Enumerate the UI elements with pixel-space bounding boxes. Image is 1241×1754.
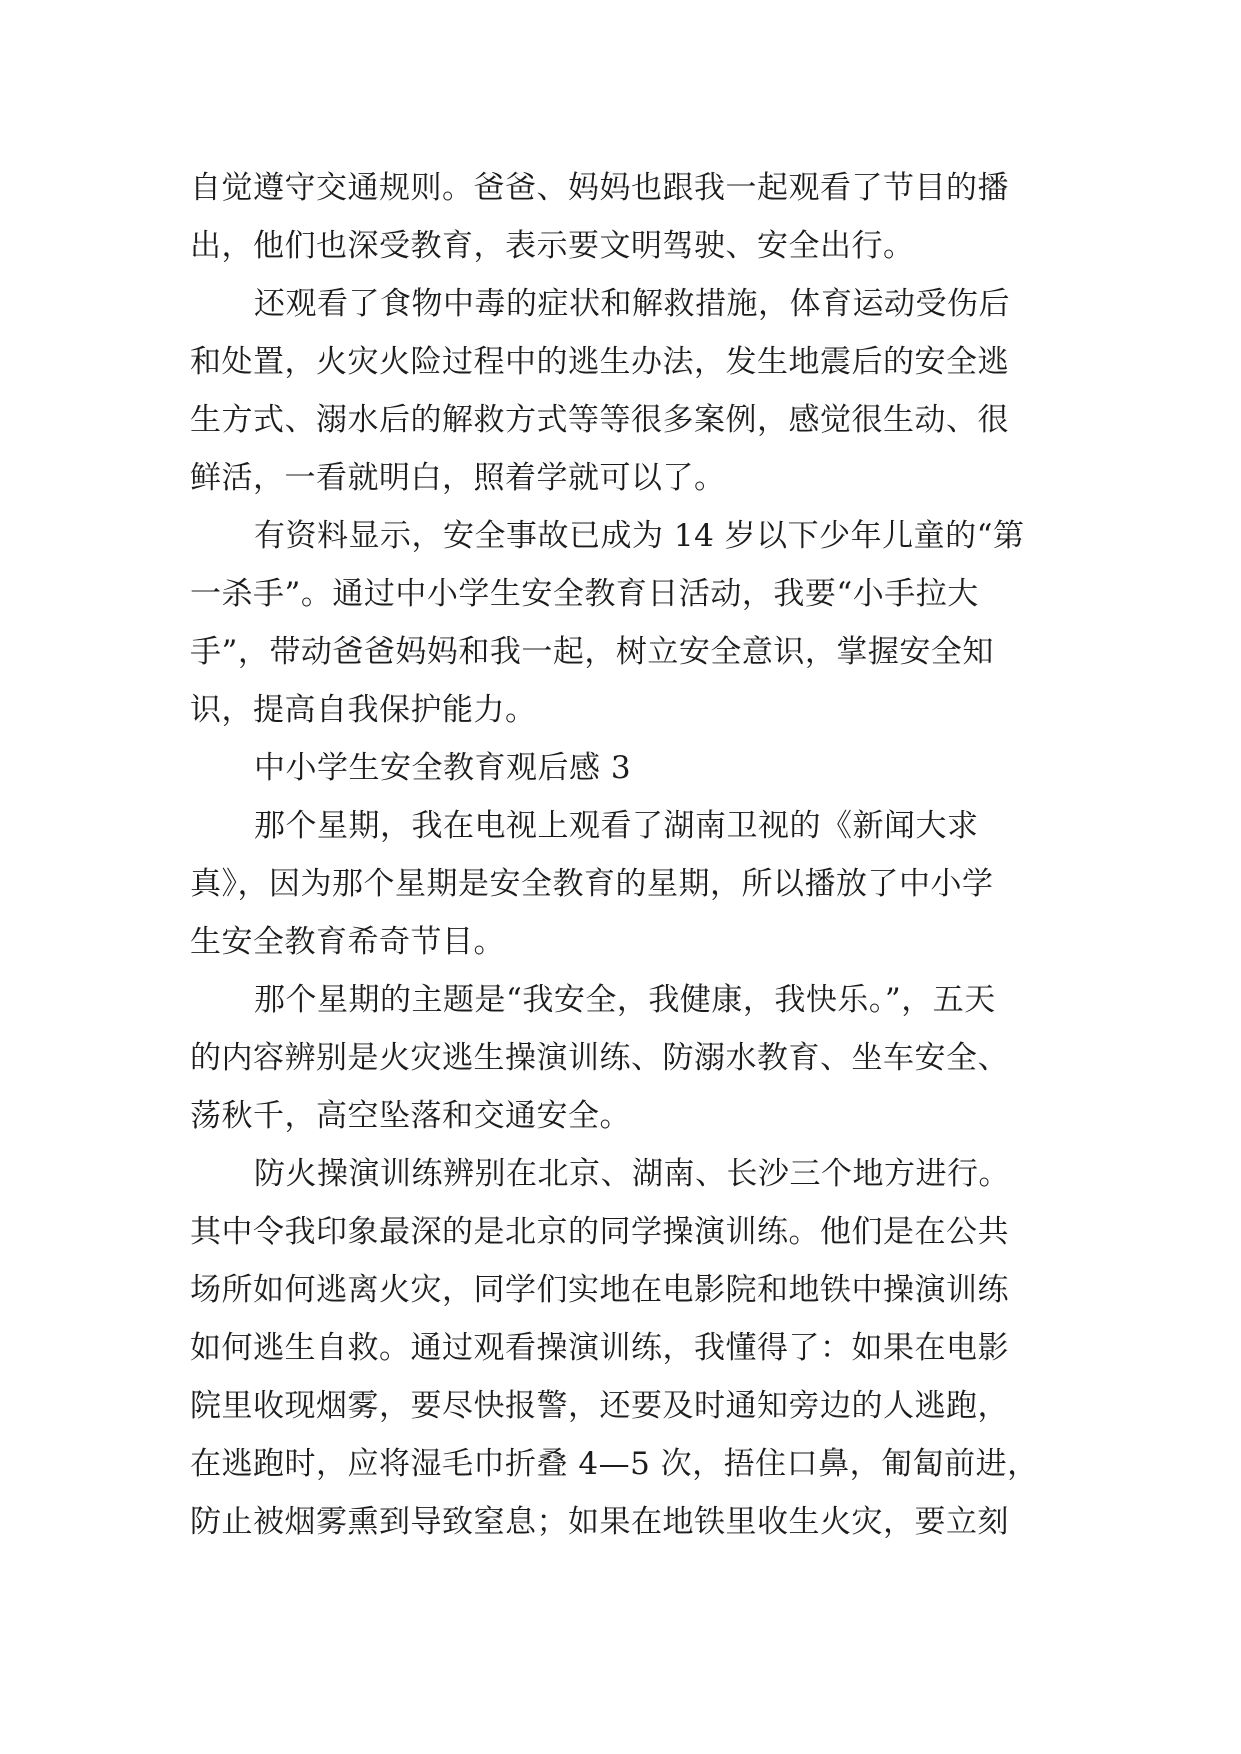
text-line: 的内容辨别是火灾逃生操演训练、防溺水教育、坐车安全、 (190, 1040, 1009, 1076)
text-line: 手”，带动爸爸妈妈和我一起，树立安全意识，掌握安全知 (190, 634, 994, 670)
text-line: 防止被烟雾熏到导致窒息；如果在地铁里收生火灾，要立刻 (190, 1504, 1009, 1540)
text-line: 其中令我印象最深的是北京的同学操演训练。他们是在公共 (190, 1214, 1009, 1250)
text-line: 生方式、溺水后的解救方式等等很多案例，感觉很生动、很 (190, 402, 1009, 438)
paragraph-first-line: 那个星期的主题是“我安全，我健康，我快乐。”，五天 (254, 982, 996, 1018)
text-line: 在逃跑时，应将湿毛巾折叠 4—5 次，捂住口鼻，匍匐前进， (190, 1446, 1039, 1482)
text-line: 识，提高自我保护能力。 (190, 692, 537, 728)
text-line: 一杀手”。通过中小学生安全教育日活动，我要“小手拉大 (190, 576, 979, 612)
text-line: 荡秋千，高空坠落和交通安全。 (190, 1098, 631, 1134)
text-line: 和处置，火灾火险过程中的逃生办法，发生地震后的安全逃 (190, 344, 1009, 380)
section-heading: 中小学生安全教育观后感 3 (254, 750, 632, 786)
paragraph-first-line: 那个星期，我在电视上观看了湖南卫视的《新闻大求 (254, 808, 979, 844)
text-line: 出，他们也深受教育，表示要文明驾驶、安全出行。 (190, 228, 915, 264)
text-line: 鲜活，一看就明白，照着学就可以了。 (190, 460, 726, 496)
text-line: 真》，因为那个星期是安全教育的星期，所以播放了中小学 (190, 866, 994, 902)
text-line: 自觉遵守交通规则。爸爸、妈妈也跟我一起观看了节目的播 (190, 170, 1009, 206)
text-line: 如何逃生自救。通过观看操演训练，我懂得了：如果在电影 (190, 1330, 1009, 1366)
text-line: 院里收现烟雾，要尽快报警，还要及时通知旁边的人逃跑， (190, 1388, 1009, 1424)
paragraph-first-line: 防火操演训练辨别在北京、湖南、长沙三个地方进行。 (254, 1156, 1010, 1192)
paragraph-first-line: 还观看了食物中毒的症状和解救措施，体育运动受伤后 (254, 286, 1010, 322)
text-line: 生安全教育希奇节目。 (190, 924, 505, 960)
text-line: 场所如何逃离火灾，同学们实地在电影院和地铁中操演训练 (190, 1272, 1009, 1308)
paragraph-first-line: 有资料显示，安全事故已成为 14 岁以下少年儿童的“第 (254, 518, 1025, 554)
